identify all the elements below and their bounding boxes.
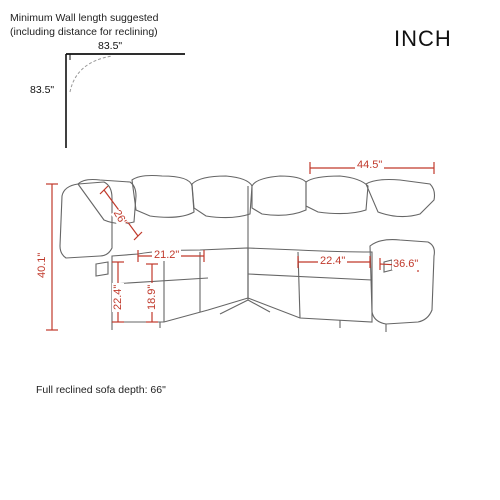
dimension-lines bbox=[46, 162, 434, 330]
wall-note-line2: (including distance for reclining) bbox=[10, 26, 158, 38]
dim-arm-height: 22.4" bbox=[112, 284, 124, 310]
unit-label: INCH bbox=[394, 26, 452, 51]
dim-right-width: 44.5" bbox=[357, 159, 383, 171]
dim-overall-height: 40.1" bbox=[36, 252, 48, 278]
wall-corner bbox=[66, 54, 185, 148]
dim-arm-depth: 36.6" bbox=[393, 258, 419, 270]
dim-seat-depth-right: 22.4" bbox=[320, 255, 346, 267]
wall-note-line1: Minimum Wall length suggested bbox=[10, 12, 159, 24]
dim-seat-height: 18.9" bbox=[146, 284, 158, 310]
wall-width-label: 83.5" bbox=[98, 40, 123, 52]
wall-height-label: 83.5" bbox=[30, 84, 55, 96]
dim-seat-depth-left: 21.2" bbox=[154, 249, 180, 261]
dim-back-height: 26" bbox=[110, 208, 130, 228]
recline-arc bbox=[70, 56, 112, 92]
reclined-depth-note: Full reclined sofa depth: 66" bbox=[36, 384, 166, 396]
